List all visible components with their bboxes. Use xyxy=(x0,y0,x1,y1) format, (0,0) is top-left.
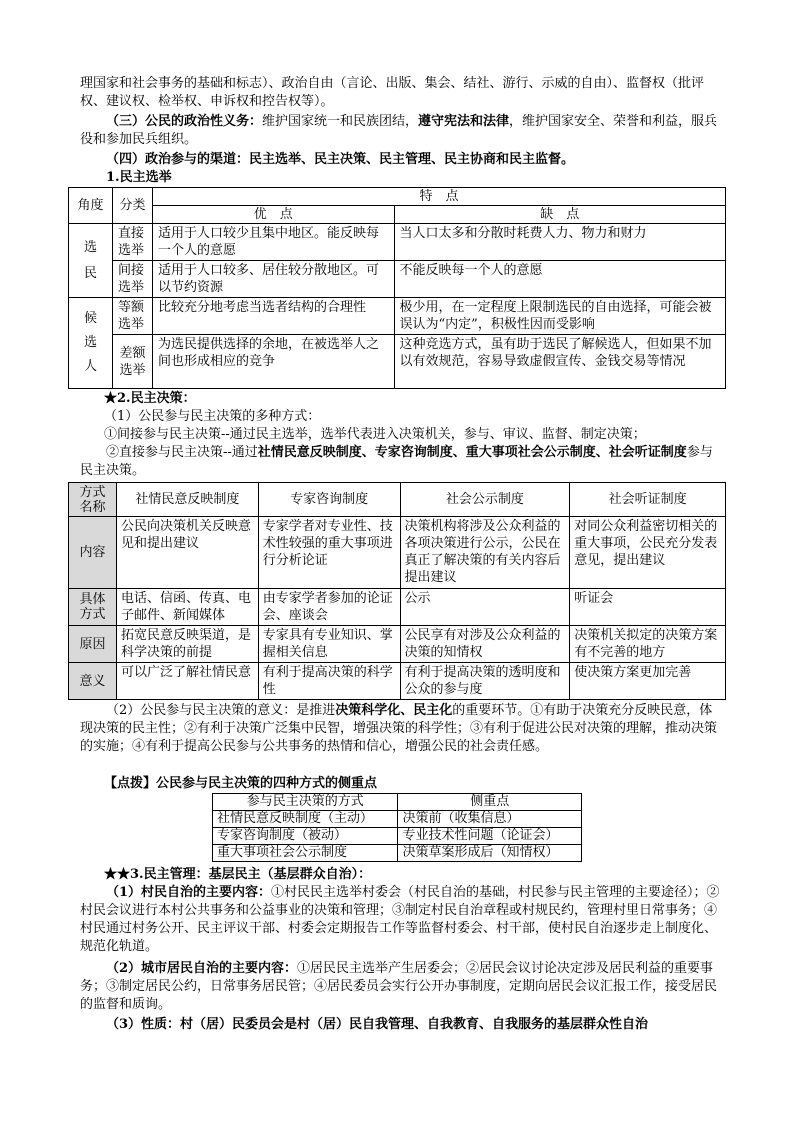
table3-cell: 决策草案形成后（知情权） xyxy=(398,845,582,862)
group-voter: 选民 xyxy=(69,224,113,298)
table2-corner: 方式名称 xyxy=(69,483,117,517)
section1-title: 1.民主选举 xyxy=(106,170,172,185)
section2-point1: （1）公民参与民主决策的多种方式： xyxy=(104,409,321,424)
table2-row-label: 具体方式 xyxy=(69,589,117,626)
table2-cell: 使决策方案更加完善 xyxy=(570,663,726,700)
header-class: 分类 xyxy=(112,188,152,224)
table-row-adv: 适用于人口较多、居住较分散地区。可以节约资源 xyxy=(152,261,394,298)
section3-title: ★★3.民主管理：基层民主（基层群众自治）： xyxy=(104,867,372,882)
table-row-adv: 为选民提供选择的余地，在被选举人之间也形成相应的竞争 xyxy=(152,335,394,389)
header-disadvantage: 缺 点 xyxy=(394,206,725,224)
table3-cell: 决策前（收集信息） xyxy=(398,811,582,828)
table2-cell: 专家具有专业知识、掌握相关信息 xyxy=(258,626,400,663)
table3-header: 参与民主决策的方式 xyxy=(213,794,398,811)
table-row-type: 直接选举 xyxy=(112,224,152,261)
table3-cell: 社情民意反映制度（主动） xyxy=(213,811,398,828)
table-row-adv: 比较充分地考虑当选者结构的合理性 xyxy=(152,298,394,335)
channels-heading: （四）政治参与的渠道：民主选举、民主决策、民主管理、民主协商和民主监督。 xyxy=(106,152,575,167)
table2-cell: 对同公众利益密切相关的重大事项，公民充分发表意见，提出建议 xyxy=(570,517,726,589)
table2-cell: 由专家学者参加的论证会、座谈会 xyxy=(258,589,400,626)
rights-continuation-paragraph xyxy=(80,75,720,111)
rights-text: 理国家和社会事务的基础和标志）、政治自由（言论、出版、集会、结社、游行、示威的自由）、监督权（批评权、建议权、检举权、申诉权和控告权等）。 xyxy=(80,76,705,109)
nature-paragraph: （3）性质：村（居）民委员会是村（居）民自我管理、自我教育、自我服务的基层群众性自治 xyxy=(106,1017,649,1032)
table-row-dis: 极少用，在一定程度上限制选民的自由选择，可能会被误认为“内定”，积极性因而受影响 xyxy=(394,298,725,335)
header-angle: 角度 xyxy=(69,188,113,224)
header-advantage: 优 点 xyxy=(152,206,394,224)
table2-cell: 决策机构将涉及公众利益的各项决策进行公示，公民在真正了解决策的有关内容后提出建议 xyxy=(400,517,570,589)
table2-cell: 专家学者对专业性、技术性较强的重大事项进行分析论证 xyxy=(258,517,400,589)
table2-header: 专家咨询制度 xyxy=(258,483,400,517)
table2-cell: 公示 xyxy=(400,589,570,626)
table2-cell: 公民向决策机关反映意见和提出建议 xyxy=(116,517,258,589)
election-table xyxy=(68,187,726,389)
section2-title: ★2.民主决策： xyxy=(104,391,196,406)
table-row-type: 间接选举 xyxy=(112,261,152,298)
decision-methods-table xyxy=(68,482,726,700)
header-feature: 特 点 xyxy=(152,188,725,206)
city-autonomy-paragraph: （2）城市居民自治的主要内容：①居民民主选举产生居委会；②居民会议讨论决定涉及居民利益的重要事务；③制定居民公约，日常事务居民管；④居民委员会实行公开办事制度，定期向居民会议汇报工作，接受居民的监督和质询。 xyxy=(80,961,718,1012)
section2-direct: ②直接参与民主决策--通过社情民意反映制度、专家咨询制度、重大事项社会公示制度、社会听证制度参与民主决策。 xyxy=(80,445,713,478)
table2-cell: 有利于提高决策的科学性 xyxy=(258,663,400,700)
table2-row-label: 原因 xyxy=(69,626,117,663)
table2-cell: 公民享有对涉及公众利益的决策的知情权 xyxy=(400,626,570,663)
section2-significance: （2）公民参与民主决策的意义：是推进决策科学化、民主化的重要环节。①有助于决策充分反映民意，体现决策的民主性；②有利于决策广泛集中民智，增强决策的科学性；③有利于促进公民对决策的理解，推动决策的实施；④有利于提高公民参与公共事务的热情和信心，增强公民的社会责任感。 xyxy=(80,703,718,754)
table2-cell: 听证会 xyxy=(570,589,726,626)
table-row-dis: 当人口太多和分散时耗费人力、物力和财力 xyxy=(394,224,725,261)
section2-indirect: ①间接参与民主决策--通过民主选举，选举代表进入决策机关，参与、审议、监督、制定决策； xyxy=(104,427,646,442)
table3-header: 侧重点 xyxy=(398,794,582,811)
table2-row-label: 内容 xyxy=(69,517,117,589)
tip-title: 【点拨】公民参与民主决策的四种方式的侧重点 xyxy=(104,776,378,791)
table2-header: 社会听证制度 xyxy=(570,483,726,517)
table2-header: 社情民意反映制度 xyxy=(116,483,258,517)
table-row-adv: 适用于人口较少且集中地区。能反映每一个人的意愿 xyxy=(152,224,394,261)
table2-row-label: 意义 xyxy=(69,663,117,700)
table3-cell: 专家咨询制度（被动） xyxy=(213,828,398,845)
table3-cell: 专业技术性问题（论证会） xyxy=(398,828,582,845)
table-row-type: 差额选举 xyxy=(112,335,152,389)
table2-cell: 决策机关拟定的决策方案有不完善的地方 xyxy=(570,626,726,663)
duties-label: （三）公民的政治性义务： xyxy=(106,114,263,129)
group-candidate: 候选人 xyxy=(69,298,113,389)
table2-cell: 有利于提高决策的透明度和公众的参与度 xyxy=(400,663,570,700)
table-row-dis: 不能反映每一个人的意愿 xyxy=(394,261,725,298)
village-autonomy-paragraph: （1）村民自治的主要内容：①村民民主选举村委会（村民自治的基础，村民参与民主管理的主要途径）；②村民会议进行本村公共事务和公益事业的决策和管理；③制定村民自治章程或村规民约，管理村里日常事务；④村民通过村务公开、民主评议干部、村委会定期报告工作等监督村委会、村干部，使村民自治逐步走上制度化、规范化轨道。 xyxy=(80,885,720,954)
table2-cell: 电话、信函、传真、电子邮件、新闻媒体 xyxy=(116,589,258,626)
table2-header: 社会公示制度 xyxy=(400,483,570,517)
duties-paragraph: （三）公民的政治性义务：维护国家统一和民族团结，遵守宪法和法律，维护国家安全、荣誉和利益，服兵役和参加民兵组织。 xyxy=(80,114,718,147)
table2-cell: 可以广泛了解社情民意 xyxy=(116,663,258,700)
table2-cell: 拓宽民意反映渠道，是科学决策的前提 xyxy=(116,626,258,663)
table3-cell: 重大事项社会公示制度 xyxy=(213,845,398,862)
table-row-type: 等额选举 xyxy=(112,298,152,335)
focus-table xyxy=(212,793,582,862)
table-row-dis: 这种竞选方式，虽有助于选民了解候选人，但如果不加以有效规范，容易导致虚假宣传、金钱交易等情况 xyxy=(394,335,725,389)
